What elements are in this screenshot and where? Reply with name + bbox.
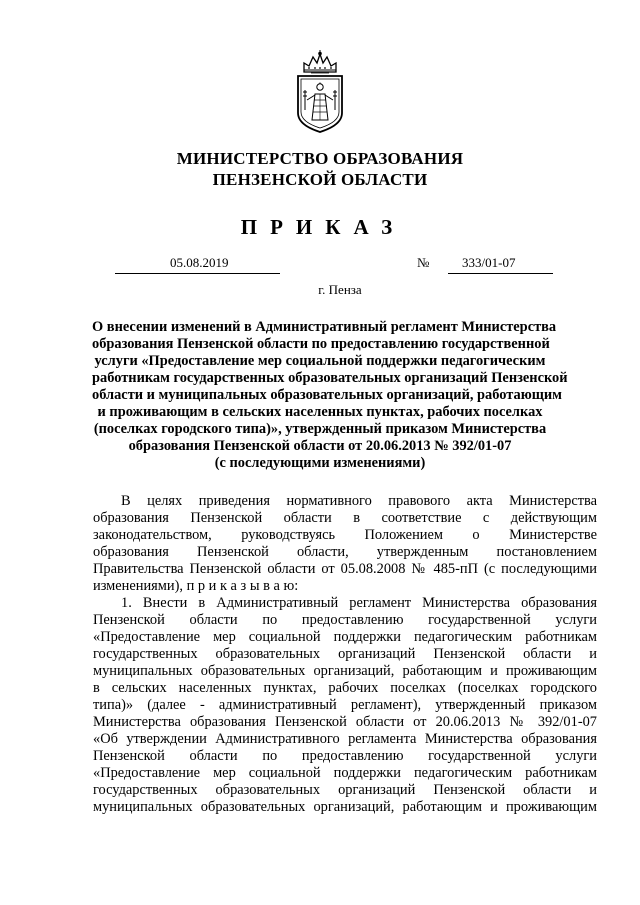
body-line: образования Пензенской области в соответствие с действующим [93, 510, 597, 526]
date-underline [115, 273, 280, 274]
body-line: в сельских населенных пунктах, рабочих поселках (поселках городского [93, 680, 597, 696]
title-line: услуги «Предоставление мер социальной поддержки педагогическим [94, 353, 546, 369]
title-line: (с последующими изменениями) [214, 455, 426, 471]
coat-of-arms-icon [295, 50, 345, 134]
number-sign: № [417, 255, 430, 270]
document-type-title: ПРИКАЗ [240, 215, 406, 239]
title-line: образования Пензенской области от 20.06.2013 № 392/01-07 [128, 438, 512, 454]
order-date: 05.08.2019 [170, 255, 229, 270]
number-underline [448, 273, 553, 274]
body-line: муниципальных образовательных организаций, работающим и проживающим [93, 799, 597, 815]
body-line: муниципальных образовательных организаций, работающим и проживающим [93, 663, 597, 679]
city-name: г. Пенза [318, 282, 362, 297]
body-line: 1. Внести в Административный регламент Министерства образования [121, 595, 597, 611]
body-line: «Об утверждении Административного регламента Министерства образования [93, 731, 597, 747]
order-body [93, 493, 597, 816]
body-line: Министерства образования Пензенской области от 20.06.2013 № 392/01-07 [93, 714, 597, 730]
body-line: Пензенской области по предоставлению государственной услуги [93, 612, 597, 628]
title-line: (поселках городского типа)», утвержденный приказом Министерства [93, 421, 547, 437]
body-line: «Предоставление мер социальной поддержки педагогическим работникам [93, 765, 597, 781]
body-line: законодательством, руководствуясь Положением о Министерстве [93, 527, 597, 543]
body-line: образования Пензенской области, утвержденным постановлением [93, 544, 597, 560]
body-line: государственных образовательных организаций Пензенской области и [93, 646, 597, 662]
body-line: В целях приведения нормативного правового акта Министерства [121, 493, 597, 509]
body-line: типа)» (далее - административный регламент), утвержденный приказом [93, 697, 597, 713]
title-line: области и муниципальных образовательных организаций, работающим [92, 387, 562, 403]
title-line: образования Пензенской области по предоставлению государственной [92, 336, 550, 352]
ministry-name-line1: МИНИСТЕРСТВО ОБРАЗОВАНИЯ [176, 149, 464, 168]
order-number: 333/01-07 [462, 255, 516, 270]
body-line: государственных образовательных организаций Пензенской области и [93, 782, 597, 798]
body-line: «Предоставление мер социальной поддержки педагогическим работникам [93, 629, 597, 645]
body-line: изменениями), п р и к а з ы в а ю: [93, 578, 299, 594]
order-title [92, 319, 568, 472]
title-line: О внесении изменений в Административный регламент Министерства [92, 319, 557, 335]
body-line: Правительства Пензенской области от 05.08.2008 № 485-пП (с последующими [93, 561, 597, 577]
title-line: работникам государственных образовательных организаций Пензенской [92, 370, 568, 386]
title-line: и проживающим в сельских населенных пунктах, рабочих поселках [97, 404, 543, 420]
ministry-name-line2: ПЕНЗЕНСКОЙ ОБЛАСТИ [212, 170, 428, 189]
body-line: Пензенской области по предоставлению государственной услуги [93, 748, 597, 764]
